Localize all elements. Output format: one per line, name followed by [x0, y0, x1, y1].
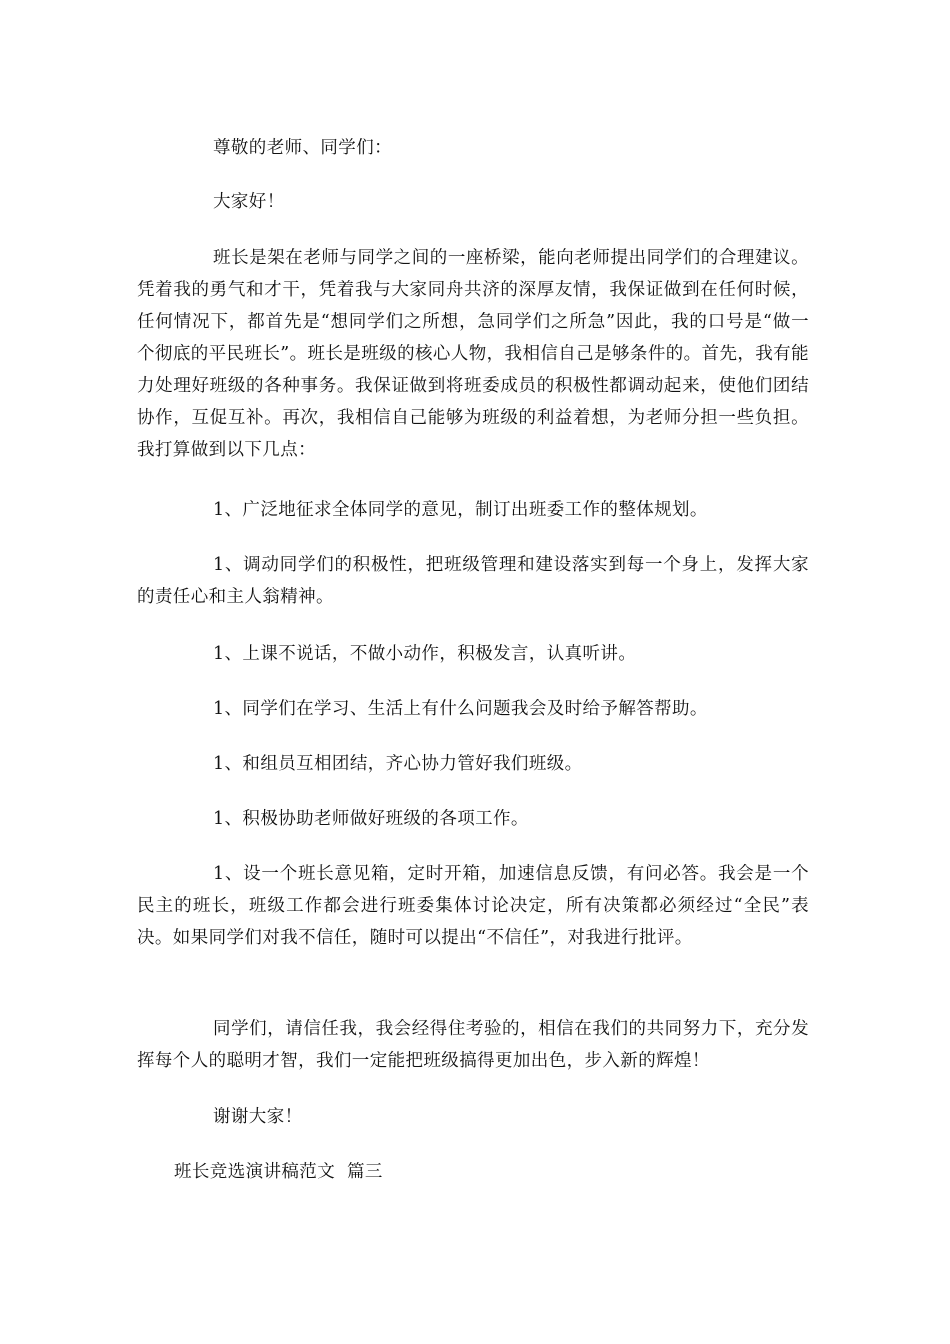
thanks-line: 谢谢大家！	[213, 1107, 303, 1127]
next-section-title: 班长竞选演讲稿范文 篇三	[174, 1162, 383, 1182]
point-item: 1、上课不说话，不做小动作，积极发言，认真听讲。	[213, 644, 637, 664]
greeting-line: 尊敬的老师、同学们：	[213, 138, 392, 158]
closing-paragraph: 同学们，请信任我，我会经得住考验的，相信在我们的共同努力下，充分发挥每个人的聪明才智，我们一定能把班级搞得更加出色，步入新的辉煌！	[137, 1019, 809, 1071]
point-item: 1、广泛地征求全体同学的意见，制订出班委工作的整体规划。	[213, 500, 708, 520]
point-item: 1、设一个班长意见箱，定时开箱，加速信息反馈，有问必答。我会是一个民主的班长，班级工作都会进行班委集体讨论决定，所有决策都必须经过“全民”表决。如果同学们对我不信任，随时可以提出“不信任”，对我进行批评。	[137, 864, 809, 948]
point-item: 1、和组员互相团结，齐心协力管好我们班级。	[213, 754, 583, 774]
hello-line: 大家好！	[213, 192, 285, 212]
point-item: 1、同学们在学习、生活上有什么问题我会及时给予解答帮助。	[213, 699, 708, 719]
intro-paragraph: 班长是架在老师与同学之间的一座桥梁，能向老师提出同学们的合理建议。凭着我的勇气和才干，凭着我与大家同舟共济的深厚友情，我保证做到在任何时候，任何情况下，都首先是“想同学们之所想，急同学们之所急”因此，我的口号是“做一个彻底的平民班长”。班长是班级的核心人物，我相信自己是够条件的。首先，我有能力处理好班级的各种事务。我保证做到将班委成员的积极性都调动起来，使他们团结协作，互促互补。再次，我相信自己能够为班级的利益着想，为老师分担一些负担。我打算做到以下几点：	[137, 248, 809, 460]
point-item: 1、积极协助老师做好班级的各项工作。	[213, 809, 529, 829]
point-item: 1、调动同学们的积极性，把班级管理和建设落实到每一个身上，发挥大家的责任心和主人翁精神。	[137, 555, 809, 607]
